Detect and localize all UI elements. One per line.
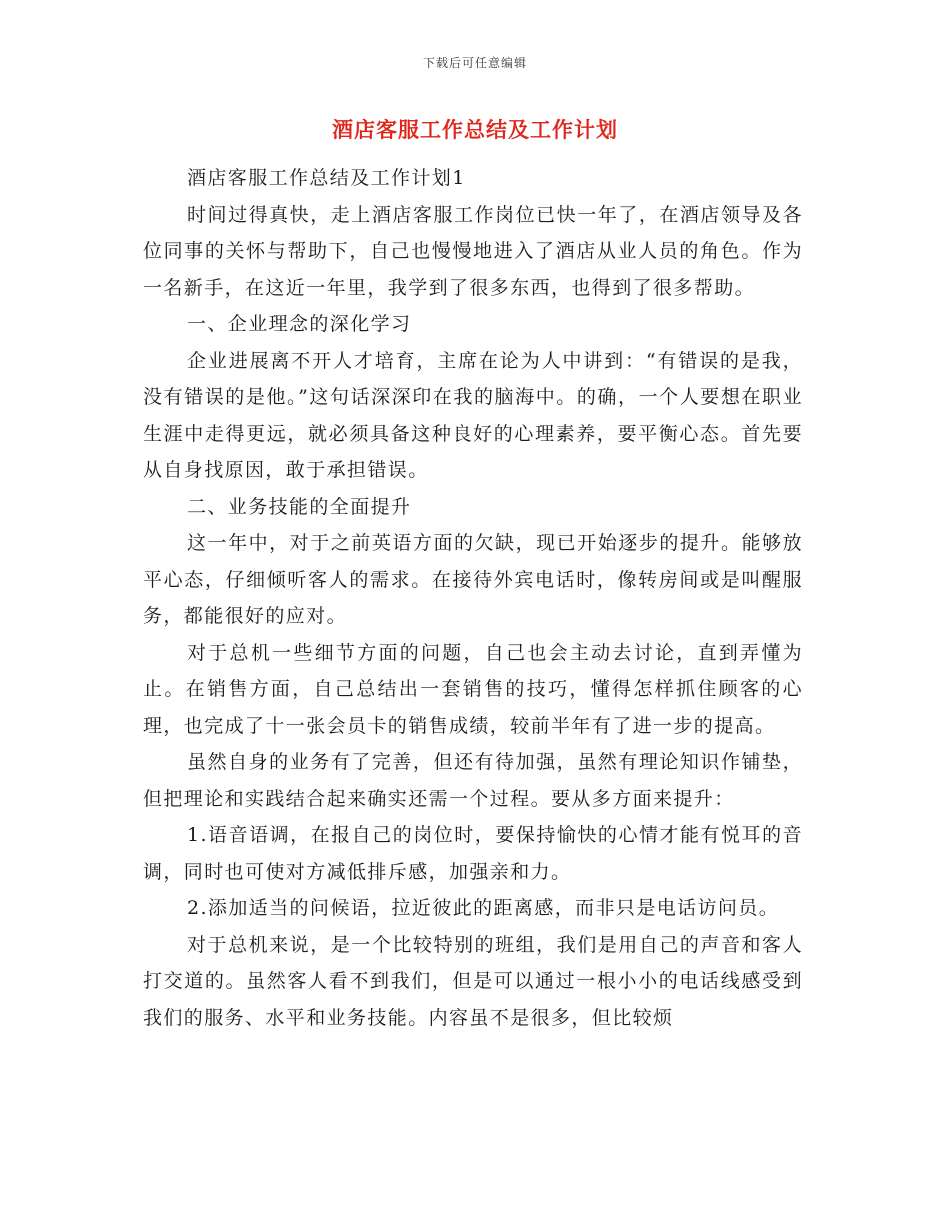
paragraph-section-2-b: 对于总机一些细节方面的问题，自己也会主动去讨论，直到弄懂为止。在销售方面，自己总结出一套销售的技巧，懂得怎样抓住顾客的心理，也完成了十一张会员卡的销售成绩，较前半年有了进一步的提高。 (143, 641, 803, 737)
paragraph-section-2-c: 虽然自身的业务有了完善，但还有待加强，虽然有理论知识作铺垫，但把理论和实践结合起来确实还需一个过程。要从多方面来提升： (143, 751, 803, 810)
list-item-2: 2.添加适当的问候语，拉近彼此的距离感，而非只是电话访问员。 (187, 897, 780, 919)
list-item-1: 1.语音语调，在报自己的岗位时，要保持愉快的心情才能有悦耳的音调，同时也可使对方减低排斥感，加强亲和力。 (143, 824, 803, 883)
section-heading-1: 一、企业理念的深化学习 (187, 313, 412, 335)
section-heading-2: 二、业务技能的全面提升 (187, 495, 412, 518)
paragraph-intro: 时间过得真快，走上酒店客服工作岗位已快一年了，在酒店领导及各位同事的关怀与帮助下，自己也慢慢地进入了酒店从业人员的角色。作为一名新手，在这近一年里，我学到了很多东西，也得到了很多帮助。 (143, 203, 803, 299)
paragraph-subtitle: 酒店客服工作总结及工作计划1 (187, 167, 466, 189)
header-note: 下载后可任意编辑 (422, 56, 527, 70)
paragraph-closing: 对于总机来说，是一个比较特别的班组，我们是用自己的声音和客人打交道的。虽然客人看不到我们，但是可以通过一根小小的电话线感受到我们的服务、水平和业务技能。内容虽不是很多，但比较烦 (143, 933, 803, 1029)
document-title: 酒店客服工作总结及工作计划 (332, 117, 618, 142)
document-body (143, 160, 803, 1036)
paragraph-section-1: 企业进展离不开人才培育，主席在论为人中讲到：“有错误的是我，没有错误的是他。”这句话深深印在我的脑海中。的确，一个人要想在职业生涯中走得更远，就必须具备这种良好的心理素养，要平衡心态。首先要从自身找原因，敢于承担错误。 (143, 349, 803, 481)
paragraph-section-2-a: 这一年中，对于之前英语方面的欠缺，现已开始逐步的提升。能够放平心态，仔细倾听客人的需求。在接待外宾电话时，像转房间或是叫醒服务，都能很好的应对。 (143, 532, 803, 627)
